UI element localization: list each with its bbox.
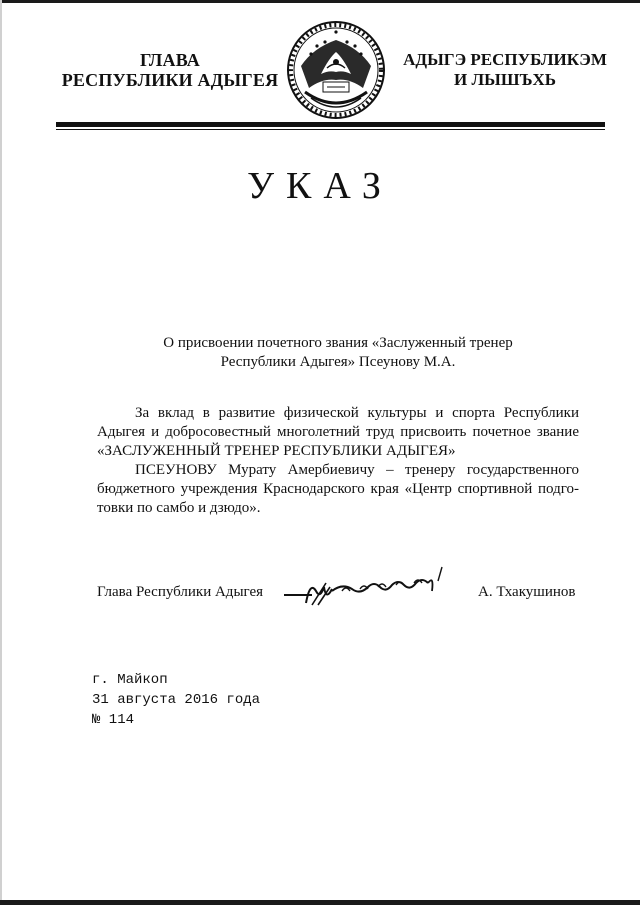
subject-line1: О присвоении почетного звания «Заслуженный тренер bbox=[163, 335, 513, 351]
paragraph-1-line2: Адыгея и добросовестный многолетний труд присвоить почетное звание bbox=[97, 424, 579, 440]
paragraph-2-line3: товки по самбо и дзюдо». bbox=[97, 500, 261, 516]
signature-title: Глава Республики Адыгея bbox=[97, 584, 264, 600]
header-rule-thick bbox=[56, 122, 605, 127]
footer-city: г. Майкоп bbox=[92, 672, 168, 688]
header-left bbox=[50, 50, 290, 90]
header-right-line2: И ЛЫШЪХЬ bbox=[453, 70, 557, 89]
decree-paragraph-1 bbox=[97, 404, 579, 461]
coat-of-arms-icon bbox=[283, 18, 389, 122]
header-left-line2: РЕСПУБЛИКИ АДЫГЕЯ bbox=[61, 70, 279, 90]
paragraph-1-line1: За вклад в развитие физической культуры и спорта Республики bbox=[135, 405, 579, 421]
paragraph-2-line1: ПСЕУНОВУ Мурату Амербиевичу – тренеру государственного bbox=[135, 462, 579, 478]
scan-edge-left bbox=[0, 0, 2, 905]
paragraph-2-line2: бюджетного учреждения Краснодарского края «Центр спортивной подго- bbox=[97, 481, 579, 497]
paragraph-1-line3: «ЗАСЛУЖЕННЫЙ ТРЕНЕР РЕСПУБЛИКИ АДЫГЕЯ» bbox=[97, 443, 456, 459]
header-rule-thin bbox=[56, 129, 605, 130]
decree-paragraph-2 bbox=[97, 461, 579, 518]
header-right bbox=[400, 50, 610, 90]
subject-line2: Республики Адыгея» Псеунову М.А. bbox=[220, 354, 456, 370]
handwritten-signature bbox=[282, 565, 452, 615]
scan-edge-bottom bbox=[0, 900, 640, 905]
footer-date: 31 августа 2016 года bbox=[92, 692, 261, 708]
decree-subject bbox=[120, 334, 556, 372]
header-right-line1: АДЫГЭ РЕСПУБЛИКЭМ bbox=[403, 50, 607, 69]
header-left-line1: ГЛАВА bbox=[139, 50, 201, 70]
document-title: УКАЗ bbox=[247, 165, 393, 207]
signatory-name: А. Тхакушинов bbox=[478, 584, 576, 600]
footer-number: № 114 bbox=[92, 712, 135, 728]
scan-edge-top bbox=[0, 0, 640, 3]
